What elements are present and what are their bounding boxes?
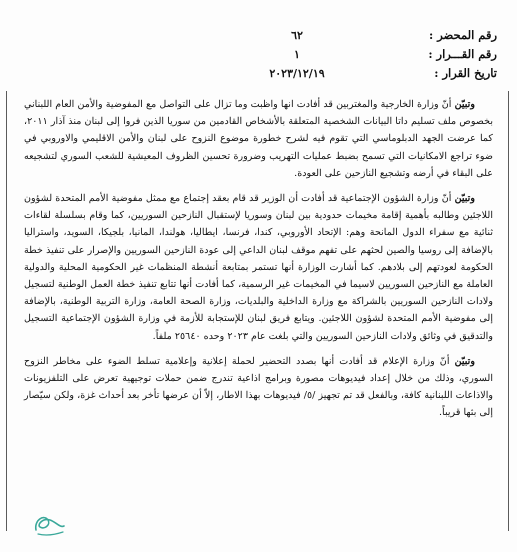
paragraph-foreign-ministry (24, 96, 493, 182)
paragraph-text: أنّ وزارة الخارجية والمغتربين قد أفادت انها واظبت وما تزال على التواصل مع المفوضية والأمن العام اللبناني بخصوص ملف تسليم داتا البيانات الشخصية المتعلقة بالأشخاص القادمين من سوريا الذين فروا إلى لبنان منذ آذار ٢٠١١، كما عرضت الجهد الدبلوماسي التي تقوم فيه لشرح خطورة موضوع النزوح على لبنان والأمن الاقليمي والاوروبي في ضوء تراجع الامكانيات التي تسمح بضبط عمليات التهريب وضرورة تحسين الظروف المعيشية للشعب السوري لتشجيعه على البقاء في أرضه وتشجيع النازحين على العودة. (24, 99, 493, 179)
paragraph-text: أنّ وزارة الشؤون الإجتماعية قد أفادت أن الوزير قد قام بعقد إجتماع مع ممثل مفوضية الأمم المتحدة لشؤون اللاجئين وطالبه بأهمية إقامة مخيمات حدودية بين لبنان وسوريا لإستقبال النازحين السوريين، كما وقام بسلسلة لقاءات ثنائية مع سفراء الدول المانحة وهم: الإتحاد الأوروبي، كندا، فرنسا، ايطاليا، هولندا، المانيا، بلجيكا، السويد، واستراليا بالإضافة إلى روسيا والصين لحثهم على تفهم موقف لبنان الداعي إلى عودة النازحين السوريين والإصرار على تنفيذ خطة الحكومة لعودتهم إلى بلادهم. كما أشارت الوزارة أنها تستمر بمتابعة أنشطة المنظمات غير الحكومية المحلية والدولية العاملة مع النازحين السوريين لاسيما في المخيمات غير الرسمية، كما أفادت أنها تتابع تنفيذ خطة العمل الوطنية لتسجيل ولادات النازحين السوريين بالشراكة مع وزارة الداخلية والبلديات، وزارة الصحة العامة، وزارة التربية الوطنية، بالإضافة إلى مفوضية الأمم المتحدة لشؤون اللاجئين. ويتابع فريق لبنان للإستجابة للأزمة في وزارة الشؤون الإجتماعية التسجيل والتدقيق في وثائق ولادات النازحين السوريين والتي بلغت عام ٢٠٢٣ وحده ٢٥٦٤٠ ملفاً. (24, 193, 493, 342)
signature-tail (38, 532, 63, 535)
paragraph-lead: وتبيّن (454, 99, 475, 110)
paragraph-information-ministry (24, 353, 493, 422)
paragraph-lead: وتبيّن (454, 355, 475, 367)
document-body (24, 96, 493, 430)
paragraph-text: أنّ وزارة الإعلام قد أفادت أنها بصدد التحضير لحملة إعلانية وإعلامية تسلط الضوء على مخاطر النزوح السوري، وذلك من خلال إعداد فيديوهات مصورة وبرامج اذاعية تندرج ضمن حملات توجيهية تعرض على التلفزيونات والاذاعات اللبنانية كافة، وبالفعل قد تم تجهيز /٥/ فيديوهات بهذا الاطار، إلاّ أن عرضها تأخر بعد أحداث غزة، ولكن سيّصار إلى بثها قريباً. (24, 355, 493, 419)
record-number-label: رقم المحضر : (428, 28, 497, 42)
decision-date-value: ٢٠٢٣/١٢/١٩ (269, 67, 325, 80)
signature-stroke (36, 518, 64, 530)
paragraph-social-affairs (24, 190, 493, 345)
record-number-value: ٦٢ (291, 29, 303, 42)
decision-date-label: تاريخ القرار : (434, 66, 497, 80)
paragraph-lead: وتبيّن (454, 193, 475, 205)
decision-date-row (197, 68, 497, 87)
document-header (197, 30, 497, 87)
decision-number-label: رقم القـــرار : (428, 47, 497, 61)
decision-number-value: ١ (294, 48, 300, 61)
signature-mark (30, 508, 70, 542)
